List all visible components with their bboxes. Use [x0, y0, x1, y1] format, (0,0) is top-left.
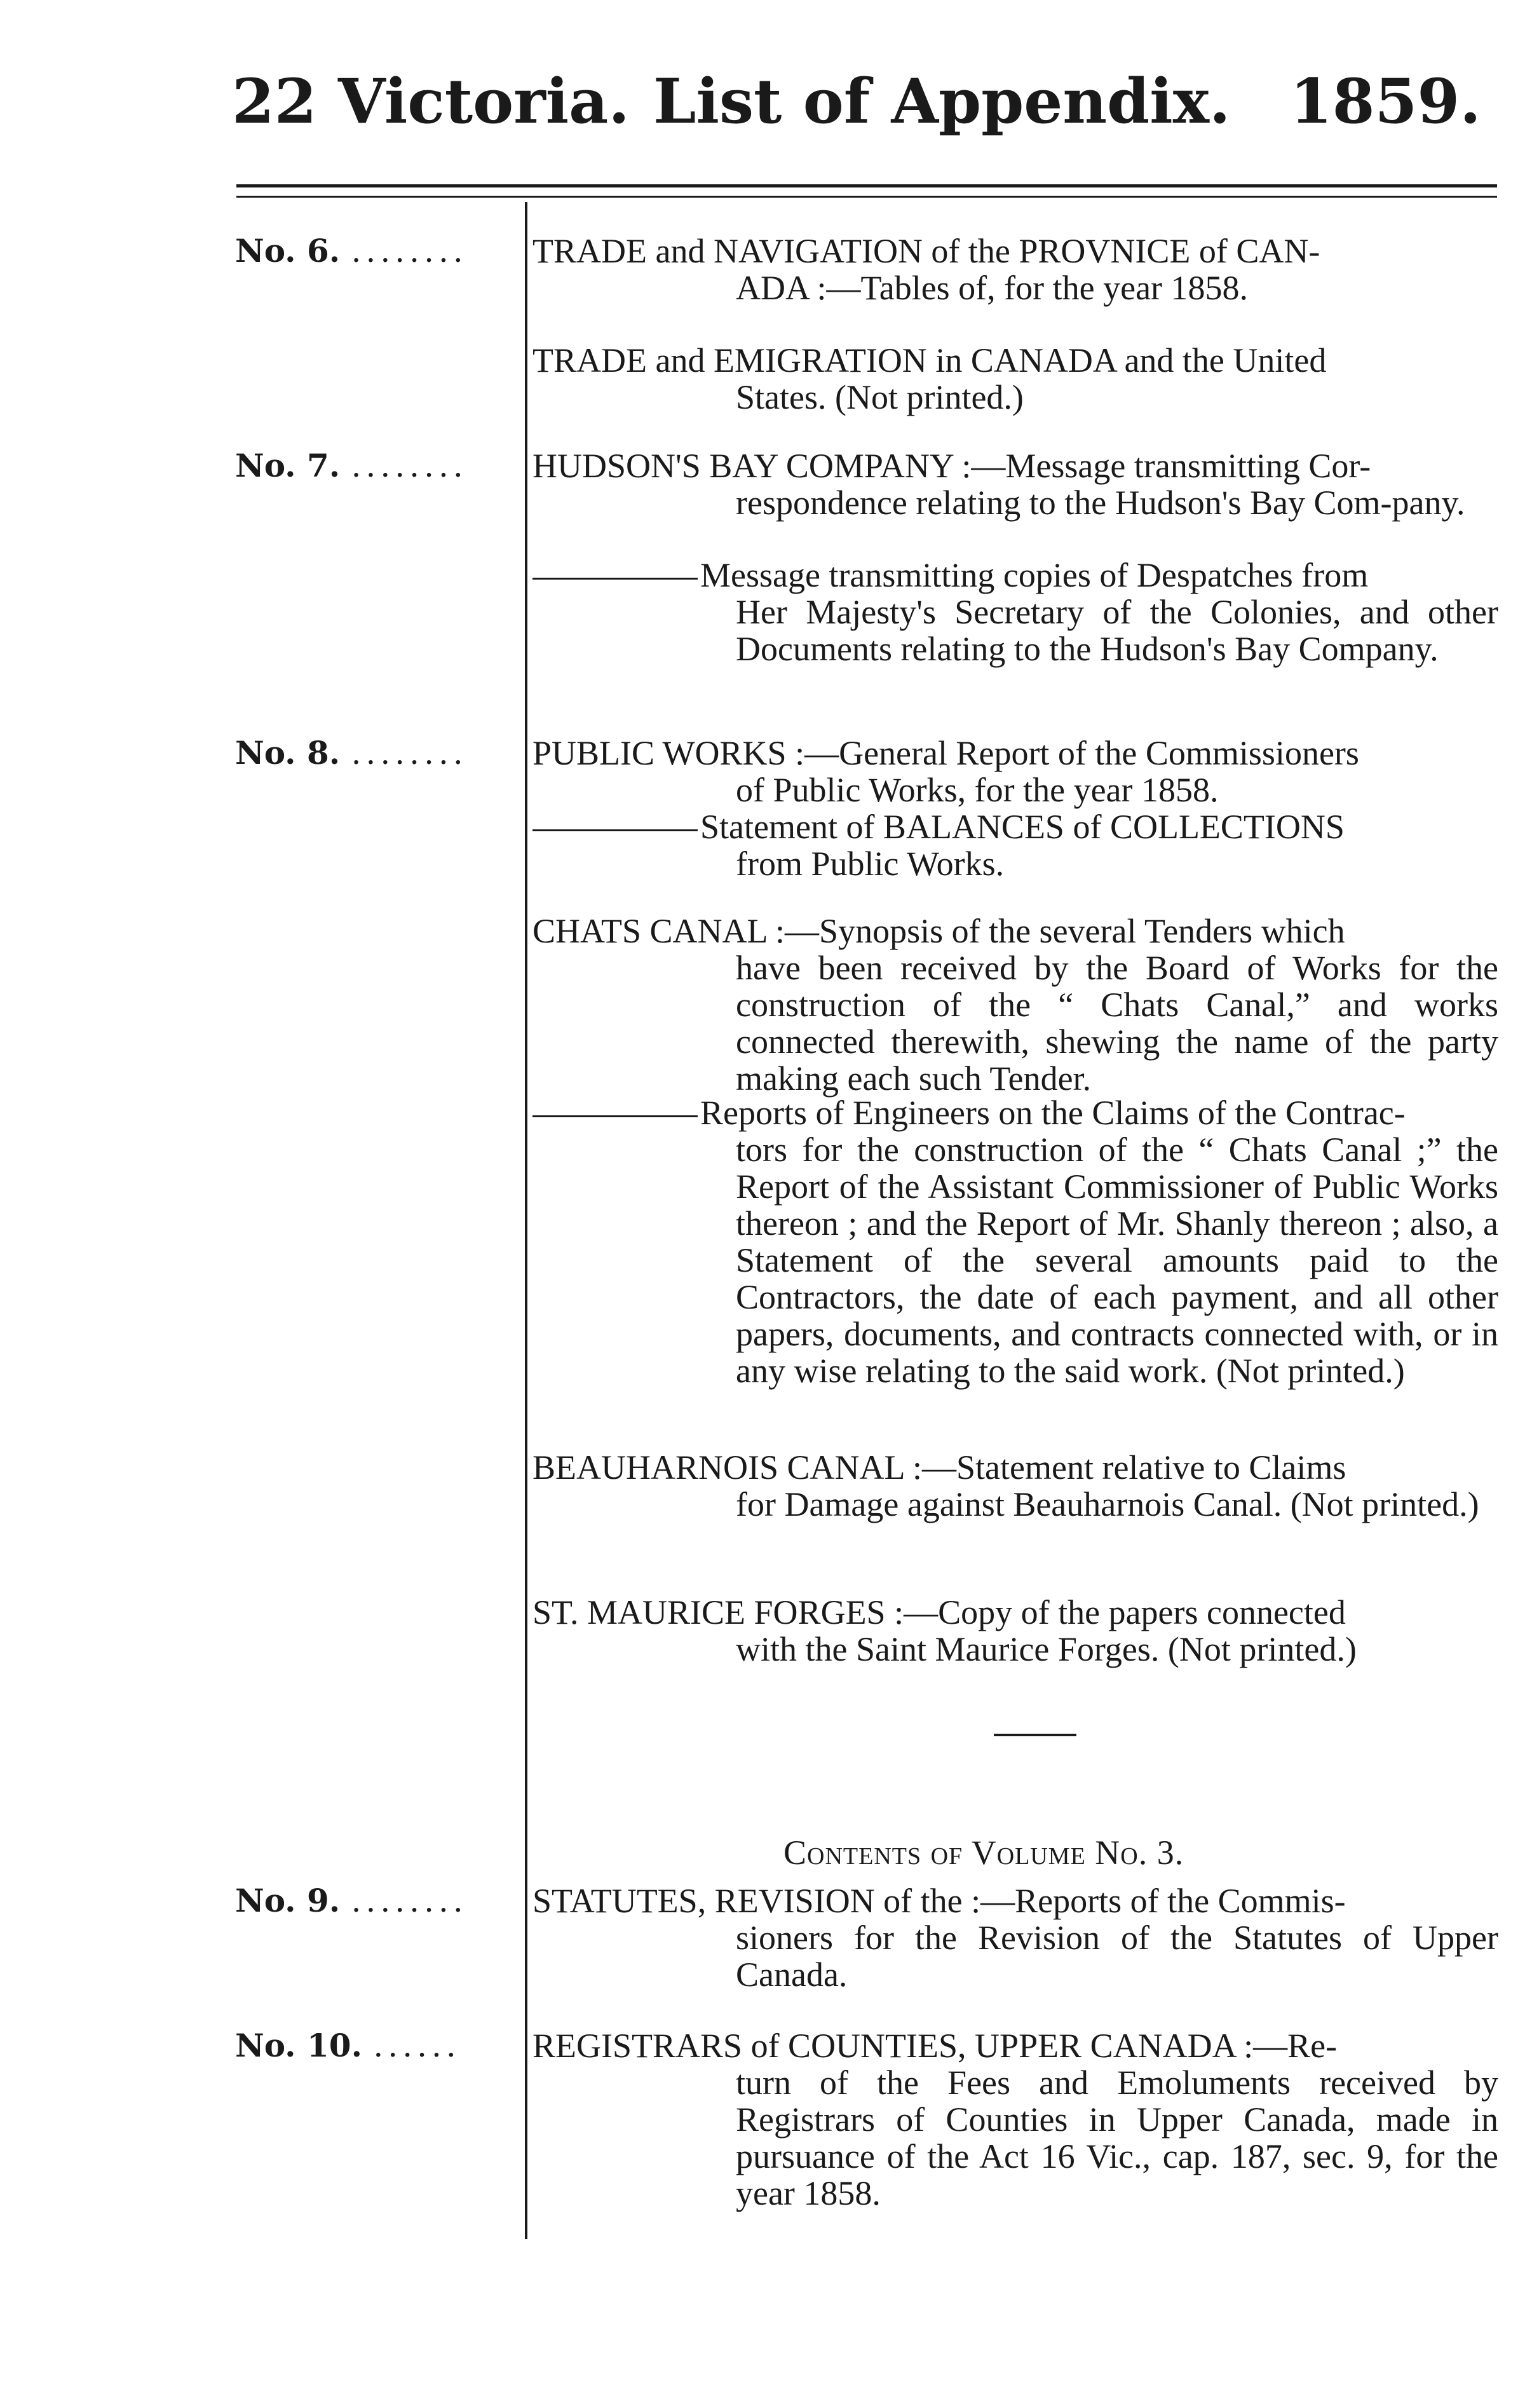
entry-description: with the Saint Maurice Forges. (Not printed.): [736, 1630, 1357, 1668]
appendix-entry: [532, 1594, 1498, 1668]
running-header: [232, 65, 1494, 154]
appendix-entry: [532, 1449, 1498, 1523]
entry-description: from Public Works.: [736, 845, 1005, 883]
volume-contents-heading: Contents of Volume No. 3.: [783, 1833, 1184, 1872]
subentry-title: Reports of Engineers on the Claims of the Contrac-: [700, 1094, 1406, 1132]
appendix-entry: [532, 913, 1498, 1097]
entry-number: No. 10. ......: [235, 2027, 461, 2064]
appendix-entry: [532, 1882, 1498, 1993]
header-rule-top: [236, 184, 1497, 187]
header-rule-bottom: [236, 196, 1497, 198]
entry-title: STATUTES, REVISION of the :—Reports of the Commis-: [532, 1882, 1346, 1920]
entry-description: for Damage against Beauharnois Canal. (Not printed.): [736, 1485, 1479, 1523]
appendix-subentry: [532, 1094, 1498, 1389]
entry-description: respondence relating to the Hudson's Bay Com-pany.: [736, 484, 1465, 522]
entry-title: TRADE and EMIGRATION in CANADA and the United: [532, 341, 1327, 379]
entry-description: sioners for the Revision of the Statutes of Upper Canada.: [736, 1919, 1498, 1994]
subentry-title: Statement of BALANCES of COLLECTIONS: [700, 808, 1345, 846]
subentry-title: Message transmitting copies of Despatches from: [700, 556, 1369, 594]
entry-description: turn of the Fees and Emoluments received by Registrars of Counties in Upper Canada, made in pursuance of the Act 16 Vic., cap. 187, sec. 9, for the year 1858.: [736, 2064, 1498, 2212]
entry-title: REGISTRARS of COUNTIES, UPPER CANADA :—Re-: [532, 2027, 1338, 2065]
entry-title: HUDSON'S BAY COMPANY :—Message transmitting Cor-: [532, 447, 1371, 485]
ditto-dash: [532, 578, 698, 580]
entry-number: No. 9. ........: [235, 1882, 468, 1919]
ditto-dash: [532, 829, 698, 831]
appendix-entry: [532, 447, 1498, 521]
appendix-entry: [532, 735, 1498, 808]
appendix-entry: [532, 233, 1498, 306]
entry-description: Her Majesty's Secretary of the Colonies, and other Documents relating to the Hudson's Bay Company.: [736, 593, 1498, 668]
entry-description: States. (Not printed.): [736, 378, 1024, 416]
entry-description: tors for the construction of the “ Chats Canal ;” the Report of the Assistant Commissioner of Public Works thereon ; and the Report of Mr. Shanly thereon ; also, a Statement of the several amounts paid to the Contractors, the date of each payment, and all other papers, documents, and contracts connected with, or in any wise relating to the said work. (Not printed.): [736, 1131, 1498, 1390]
entry-number: No. 8. ........: [235, 734, 468, 772]
entry-title: TRADE and NAVIGATION of the PROVNICE of CAN-: [532, 232, 1320, 270]
entry-description: have been received by the Board of Works for the construction of the “ Chats Canal,” and works connected therewith, shewing the name of the party making each such Tender.: [736, 949, 1498, 1098]
appendix-entry: [532, 2027, 1498, 2212]
section-divider: [994, 1734, 1076, 1736]
header-year: 1859.: [1290, 65, 1481, 137]
entry-title: PUBLIC WORKS :—General Report of the Commissioners: [532, 734, 1359, 772]
entry-description: ADA :—Tables of, for the year 1858.: [736, 269, 1249, 307]
header-title: List of Appendix.: [653, 65, 1231, 137]
header-regnal-year: 22 Victoria.: [232, 65, 630, 137]
ditto-dash: [532, 1115, 698, 1117]
entry-title: BEAUHARNOIS CANAL :—Statement relative to Claims: [532, 1448, 1346, 1486]
entry-number: No. 7. ........: [235, 447, 468, 484]
entry-number: No. 6. ........: [235, 232, 468, 269]
appendix-subentry: [532, 808, 1498, 882]
appendix-subentry: [532, 557, 1498, 667]
entry-description: of Public Works, for the year 1858.: [736, 771, 1219, 809]
entry-title: CHATS CANAL :—Synopsis of the several Tenders which: [532, 912, 1345, 950]
column-divider: [525, 202, 527, 2239]
appendix-entry: [532, 342, 1498, 416]
entry-title: ST. MAURICE FORGES :—Copy of the papers connected: [532, 1593, 1346, 1631]
